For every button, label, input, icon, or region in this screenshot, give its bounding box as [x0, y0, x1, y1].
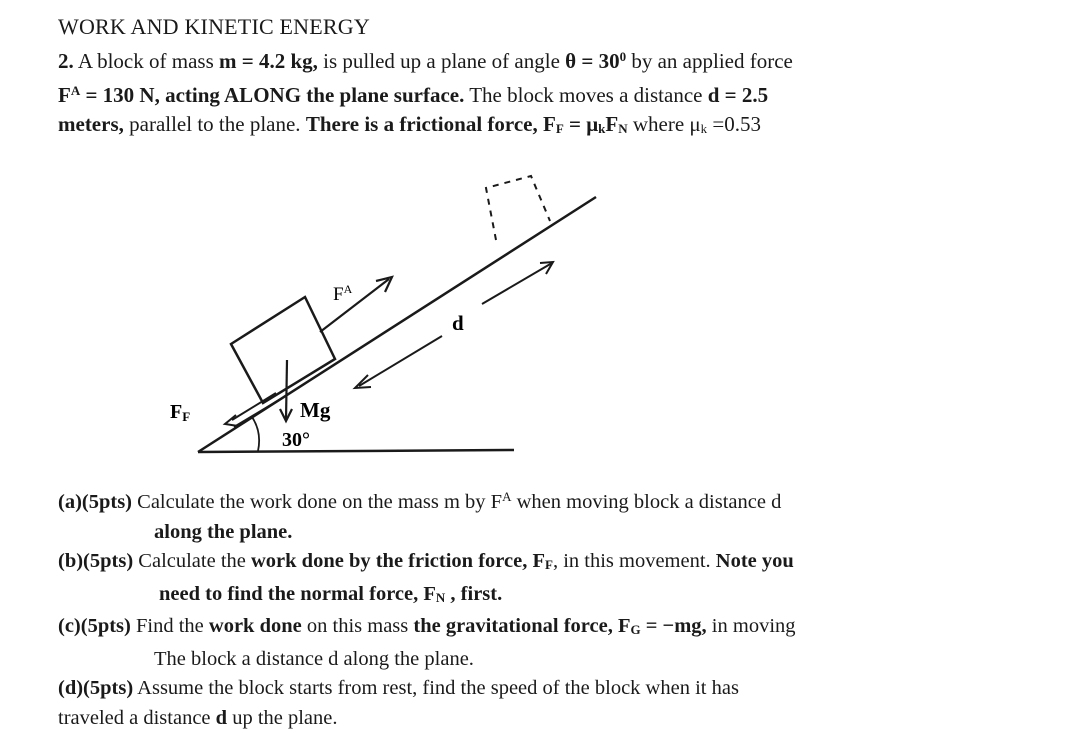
- arrowhead: [376, 277, 392, 292]
- distance-label: d: [452, 311, 464, 335]
- arrowhead: [355, 375, 371, 388]
- question-text: work done: [209, 615, 302, 637]
- question-text: Note you: [716, 550, 794, 572]
- question-text: in moving: [707, 615, 796, 637]
- question-text: work done by the friction force, F: [251, 550, 545, 572]
- subscript: N: [618, 121, 627, 136]
- applied-force-superscript: A: [71, 83, 80, 98]
- question-text: = −mg,: [641, 615, 707, 637]
- question-a: [58, 482, 1018, 518]
- question-c-continued: [58, 645, 1018, 675]
- applied-force-value: = 130 N, acting ALONG the plane surface.: [80, 83, 464, 107]
- question-d: [58, 674, 1018, 704]
- subscript: k: [598, 121, 605, 136]
- question-tag: (c)(5pts): [58, 615, 131, 637]
- applied-force-arrow: [320, 279, 389, 332]
- question-text: up the plane.: [227, 707, 337, 729]
- friction-formula: F: [605, 112, 618, 136]
- problem-line-1: [58, 42, 1018, 76]
- friction-coefficient: =0.53: [707, 112, 761, 136]
- question-text: The block a distance d along the plane.: [154, 648, 474, 670]
- friction-label: FF: [170, 401, 190, 424]
- distance-value: d = 2.5: [708, 83, 768, 107]
- problem-text: A block of mass: [74, 49, 219, 73]
- problem-statement: [58, 42, 1018, 143]
- question-tag: (a)(5pts): [58, 491, 132, 513]
- subscript: F: [556, 121, 564, 136]
- subscript: N: [436, 590, 445, 605]
- degree-mark: 0: [620, 49, 627, 64]
- angle-value: θ = 30: [565, 49, 619, 73]
- question-tag: (d)(5pts): [58, 677, 133, 699]
- problem-text: where μ: [628, 112, 701, 136]
- question-list: [58, 482, 1018, 733]
- problem-text: is pulled up a plane of angle: [318, 49, 565, 73]
- question-tag: (b)(5pts): [58, 550, 133, 572]
- question-text: Calculate the: [133, 550, 251, 572]
- distance-arrow: [482, 263, 552, 304]
- question-text: Find the: [131, 615, 209, 637]
- superscript: A: [502, 489, 511, 504]
- mass-value: m = 4.2 kg,: [219, 49, 318, 73]
- question-text: , in this movement.: [553, 550, 716, 572]
- question-b: [58, 547, 1018, 580]
- question-text: d: [216, 707, 227, 729]
- question-text: need to find the normal force, F: [159, 583, 436, 605]
- friction-statement: There is a frictional force, F: [306, 112, 556, 136]
- question-text: when moving block a distance d: [511, 491, 781, 513]
- distance-unit: meters,: [58, 112, 124, 136]
- problem-text: by an applied force: [626, 49, 793, 73]
- applied-force-label: $F^A$: [333, 282, 353, 305]
- angle-label: 30°: [282, 429, 310, 451]
- distance-arrow: [359, 336, 442, 386]
- question-text: traveled a distance: [58, 707, 216, 729]
- problem-text: The block moves a distance: [464, 83, 707, 107]
- problem-number: 2.: [58, 49, 74, 73]
- weight-arrow: [286, 360, 287, 420]
- question-text: on this mass: [302, 615, 414, 637]
- problem-line-3: [58, 110, 1018, 143]
- worksheet-title: WORK AND KINETIC ENERGY: [58, 14, 370, 40]
- incline-diagram: [0, 150, 1072, 480]
- problem-line-2: [58, 76, 1018, 110]
- question-text: Calculate the work done on the mass m by F: [132, 491, 502, 513]
- subscript: G: [630, 622, 640, 637]
- question-text: , first.: [445, 583, 502, 605]
- question-text: along the plane.: [154, 521, 292, 543]
- angle-arc: [252, 417, 259, 451]
- end-position-outline: [486, 176, 550, 240]
- friction-formula: = μ: [564, 112, 598, 136]
- question-b-continued: [58, 580, 1018, 613]
- weight-label: Mg: [300, 398, 331, 422]
- question-d-continued: [58, 704, 1018, 733]
- block: [231, 297, 335, 403]
- subscript: F: [545, 557, 553, 572]
- subscript: k: [701, 121, 708, 136]
- problem-text: parallel to the plane.: [124, 112, 306, 136]
- question-c: [58, 612, 1018, 645]
- applied-force-symbol: F: [58, 83, 71, 107]
- question-a-continued: [58, 518, 1018, 548]
- question-text: Assume the block starts from rest, find the speed of the block when it has: [133, 677, 739, 699]
- ground-line: [198, 450, 514, 452]
- question-text: the gravitational force, F: [413, 615, 630, 637]
